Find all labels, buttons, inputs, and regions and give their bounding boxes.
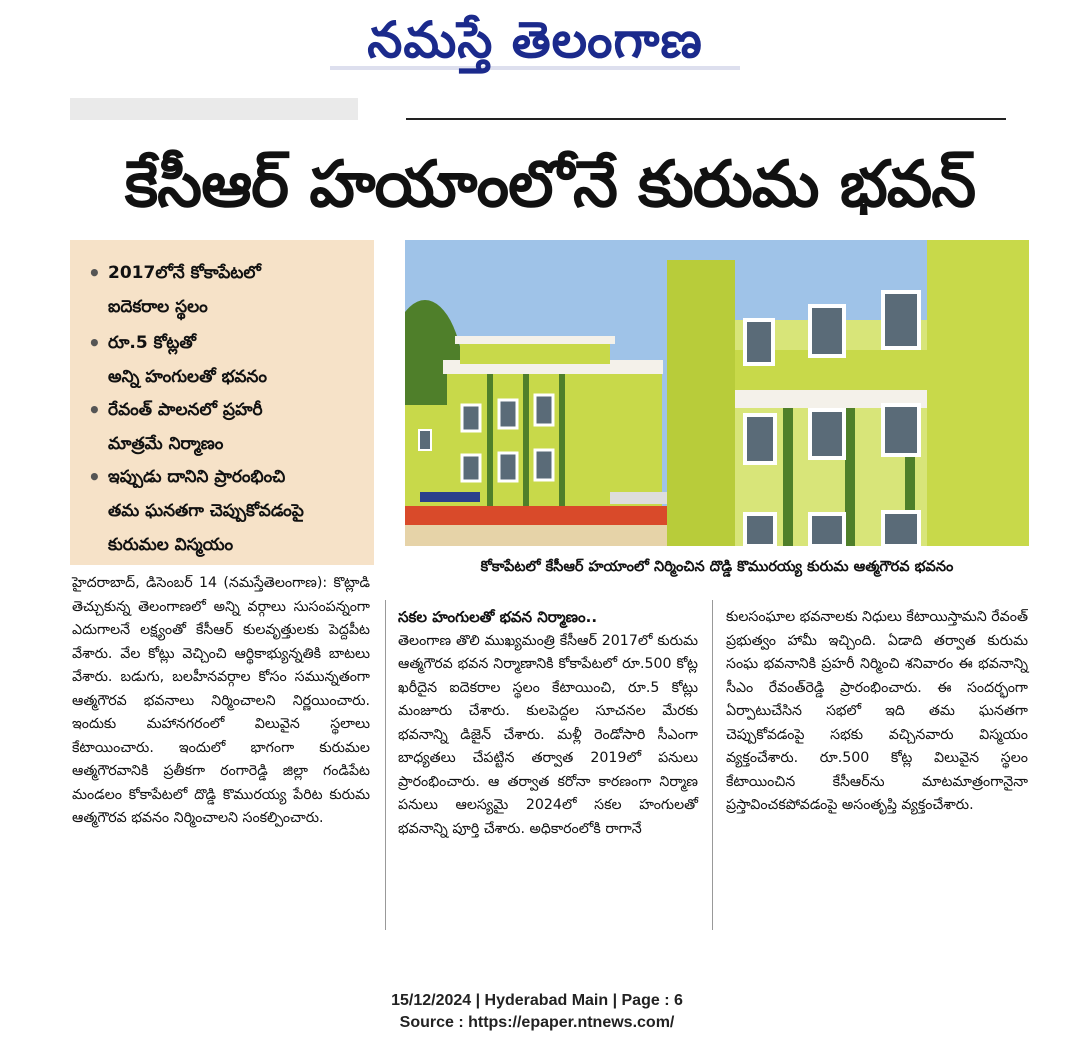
masthead: [0, 0, 1074, 80]
highlight-item: [88, 256, 368, 324]
bullet-icon: •: [88, 465, 101, 489]
article-paragraph: కులసంఘాల భవనాలకు నిధులు కేటాయిస్తామని రేవంత్ ప్రభుత్వం హామీ ఇచ్చింది. ఏడాది తర్వాత కురుమ సంఘ భవనానికి ప్రహరీ నిర్మించి శనివారం ఈ భవనాన్ని సీఎం రేవంత్‌రెడ్డి ప్రారంభించారు. ఈ సందర్భంగా ఏర్పాటుచేసిన సభలో ఇది తమ ఘనతగా చెప్పుకోవడంపై సభకు వచ్చినవారు విస్మయం వ్యక్తంచేశారు. రూ.500 కోట్ల విలువైన స్థలం కేటాయించిన కేసీఆర్‌ను మాటమాత్రంగానైనా ప్రస్తావించకపోవడంపై అసంతృప్తి వ్యక్తంచేశారు.: [726, 609, 1028, 813]
highlight-line: మాత్రమే నిర్మాణం: [108, 434, 224, 454]
footer-source-line: Source : https://epaper.ntnews.com/: [399, 1014, 675, 1031]
masthead-underline: [330, 66, 740, 70]
article-subheading: సకల హంగులతో భవన నిర్మాణం..: [398, 608, 598, 626]
scaffold: [610, 492, 668, 504]
highlight-line: 2017లోనే కోకాపేటలో: [108, 263, 261, 283]
header-rule-left: [70, 98, 358, 120]
highlight-line: ఐదెకరాల స్థలం: [108, 297, 208, 317]
header-rule-right: [406, 118, 1006, 120]
ground: [405, 525, 670, 546]
highlight-line: తమ ఘనతగా చెప్పుకోవడంపై: [108, 501, 304, 521]
article-paragraph: తెలంగాణ తొలి ముఖ్యమంత్రి కేసీఆర్ 2017లో కురుమ ఆత్మగౌరవ భవన నిర్మాణానికి కోకాపేటలో రూ.500 కోట్ల ఖరీదైన ఐదెకరాల స్థలం కేటాయించి, రూ.5 కోట్లు మంజూరు చేశారు. కులపెద్దల సూచనల మేరకు భవనాన్ని డిజైన్ చేశారు. మళ్లీ రెండోసారి సీఎంగా బాధ్యతలు చేపట్టిన తర్వాత 2019లో పనులు ప్రారంభించారు. ఆ తర్వాత కరోనా కారణంగా నిర్మాణ పనులు ఆలస్యమై 2024లో సకల హంగులతో భవనాన్ని పూర్తి చేశారు. అధికారంలోకి రాగానే: [398, 632, 698, 837]
article-paragraph: హైదరాబాద్, డిసెంబర్ 14 (నమస్తేతెలంగాణ): కొట్లాడి తెచ్చుకున్న తెలంగాణలో అన్ని వర్గాలు సుసంపన్నంగా ఎదుగాలనే లక్ష్యంతో కేసీఆర్ కులవృత్తులకు పెద్దపీట వేశారు. వేల కోట్లు వెచ్చించి ఆర్థికాభ్యున్నతికి బాటలు వేశారు. బడుగు, బలహీనవర్గాల కోసం సమున్నతంగా ఆత్మగౌరవ భవనాలు నిర్మించాలని నిర్ణయించారు. ఇందుకు మహానగరంలో విలువైన స్థలాలు కేటాయించారు. ఇందులో భాగంగా కురుమల ఆత్మగౌరవానికి ప్రతీకగా రంగారెడ్డి జిల్లా గండిపేట మండలం కోకాపేటలో దొడ్డి కొమురయ్య పేరిట కురుమ ఆత్మగౌరవ భవనం నిర్మించాలని సంకల్పించారు.: [72, 575, 370, 826]
footer-edition-line: 15/12/2024 | Hyderabad Main | Page : 6: [391, 992, 683, 1009]
news-photo: [405, 240, 1029, 546]
highlight-line: కురుమల విస్మయం: [108, 535, 234, 555]
shamiana-banner: [420, 492, 480, 502]
photo-caption: కోకాపేటలో కేసీఆర్ హయాంలో నిర్మించిన దొడ్డి కొమురయ్య కురుమ ఆత్మగౌరవ భవనం: [480, 559, 954, 575]
building-illustration: [405, 240, 1029, 546]
bullet-icon: •: [88, 331, 101, 355]
article-column-1: [72, 572, 370, 831]
footer: [0, 990, 1074, 1034]
highlight-line: రూ.5 కోట్లతో: [108, 333, 196, 353]
right-building-tower: [927, 240, 1029, 546]
highlight-line: ఇప్పుడు దానిని ప్రారంభించి: [108, 467, 286, 487]
highlight-item: [88, 393, 368, 461]
article-column-3: [726, 606, 1028, 818]
headline: కేసీఆర్ హయాంలోనే కురుమ భవన్: [124, 148, 976, 222]
highlight-line: రేవంత్ పాలనలో ప్రహరీ: [108, 400, 263, 420]
highlight-item: [88, 460, 368, 562]
left-building-top-cornice: [455, 336, 615, 344]
bullet-icon: •: [88, 261, 101, 285]
bullet-icon: •: [88, 398, 101, 422]
article-column-2: [398, 606, 698, 841]
highlight-line: అన్ని హంగులతో భవనం: [108, 367, 267, 387]
column-divider: [385, 600, 386, 930]
highlights-box: [70, 240, 374, 565]
masthead-title: నమస్తే తెలంగాణ: [367, 10, 703, 69]
highlight-item: [88, 326, 368, 394]
column-divider: [712, 600, 713, 930]
shamiana: [405, 506, 670, 528]
